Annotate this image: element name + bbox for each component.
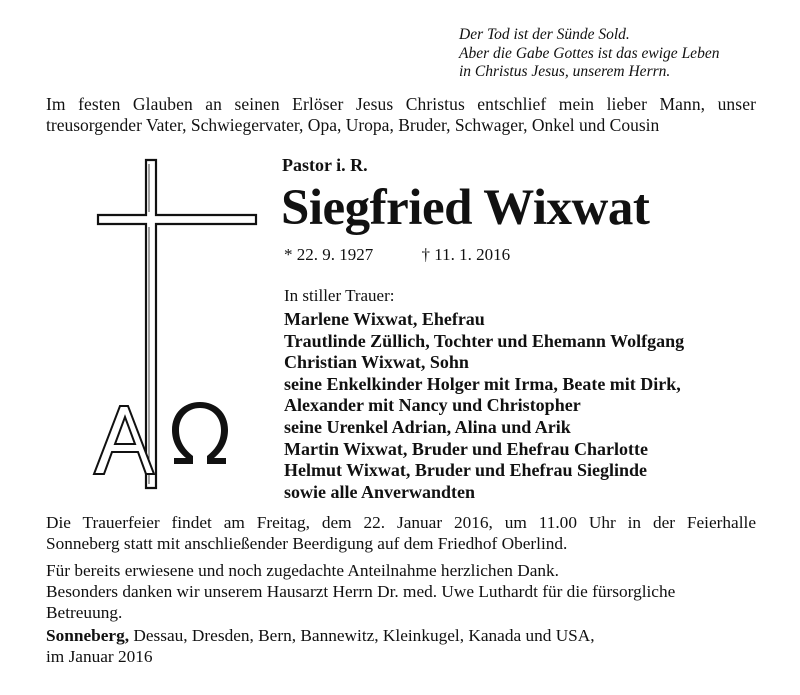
mourning-label: In stiller Trauer: [284, 286, 395, 305]
life-dates [284, 245, 510, 265]
mourner-entry: sowie alle Anverwandten [284, 481, 475, 502]
mourner-entry: Marlene Wixwat, Ehefrau [284, 309, 485, 329]
deceased-title: Pastor i. R. [282, 155, 368, 175]
intro-line: Im festen Glauben an seinen Erlöser Jesus Christus entschlief mein lieber Mann, unser [46, 94, 756, 114]
thanks-line: Besonders danken wir unserem Hausarzt Herrn Dr. med. Uwe Luthardt für die fürsorgliche [46, 582, 676, 601]
death-date: † 11. 1. 2016 [421, 245, 511, 264]
birth-date: * 22. 9. 1927 [284, 245, 374, 264]
other-places: Dessau, Dresden, Bern, Bannewitz, Kleinkugel, Kanada und USA, [129, 626, 595, 645]
home-town: Sonneberg, [46, 626, 130, 645]
ceremony-paragraph [46, 512, 756, 554]
place-and-date [46, 625, 756, 667]
mourner-entry: Trautlinde Züllich, Tochter und Ehemann Wolfgang [284, 330, 685, 351]
thanks-line: Für bereits erwiesene und noch zugedachte Anteilnahme herzlichen Dank. [46, 561, 559, 580]
cross-alpha-omega-icon [90, 158, 260, 498]
verse-line: in Christus Jesus, unserem Herrn. [459, 63, 671, 80]
place-line [46, 625, 756, 646]
omega-symbol [172, 402, 228, 464]
intro-text [46, 94, 756, 136]
bible-verse [459, 26, 789, 82]
verse-line: Aber die Gabe Gottes ist das ewige Leben [459, 44, 720, 62]
mourner-entry: Martin Wixwat, Bruder und Ehefrau Charlotte [284, 438, 649, 459]
deceased-name: Siegfried Wixwat [281, 180, 650, 236]
thanks-line: Betreuung. [46, 603, 123, 622]
verse-line: Der Tod ist der Sünde Sold. [459, 26, 630, 43]
ceremony-line: Die Trauerfeier findet am Freitag, dem 22. Januar 2016, um 11.00 Uhr in der Feierhalle [46, 513, 756, 532]
mourner-entry: seine Urenkel Adrian, Alina und Arik [284, 416, 571, 437]
mourner-entry: Helmut Wixwat, Bruder und Ehefrau Sieglinde [284, 460, 648, 481]
mourner-entry: Christian Wixwat, Sohn [284, 352, 469, 373]
mourners-list [284, 309, 684, 503]
intro-line: treusorgender Vater, Schwiegervater, Opa, Uropa, Bruder, Schwager, Onkel und Cousin [46, 115, 660, 135]
mourner-entry: Alexander mit Nancy und Christopher [284, 395, 581, 416]
mourner-entry: seine Enkelkinder Holger mit Irma, Beate mit Dirk, [284, 373, 681, 394]
thanks-paragraph [46, 560, 756, 623]
notice-date: im Januar 2016 [46, 647, 153, 666]
ceremony-line: Sonneberg statt mit anschließender Beerdigung auf dem Friedhof Oberlind. [46, 534, 568, 553]
